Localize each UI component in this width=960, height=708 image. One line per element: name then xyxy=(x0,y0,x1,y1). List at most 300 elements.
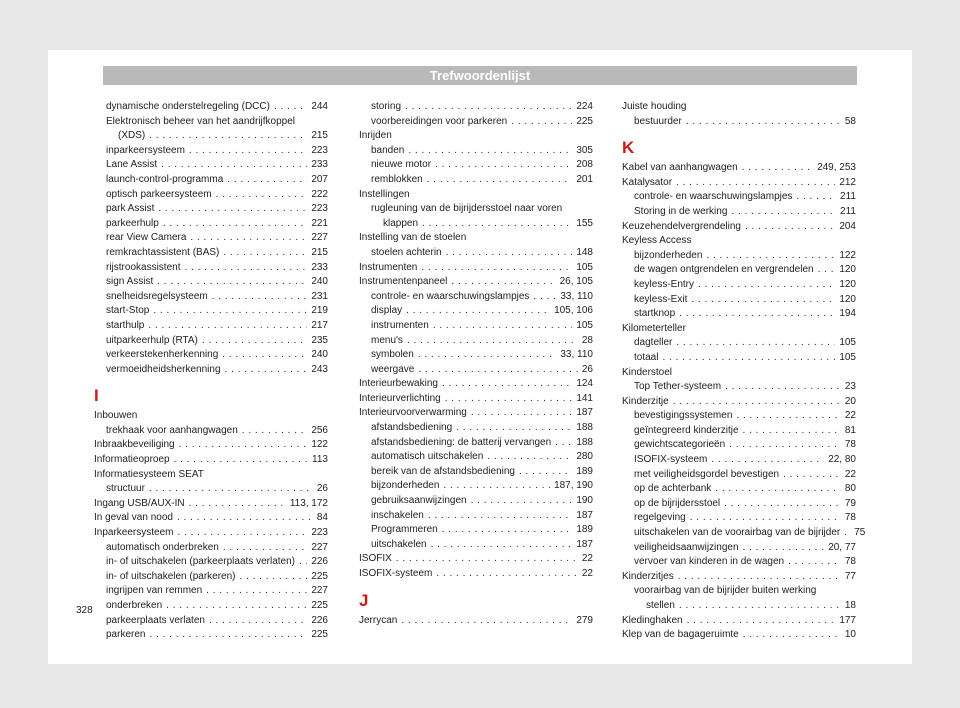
index-term: Interieurverlichting xyxy=(359,392,441,404)
dot-leader xyxy=(407,334,578,349)
index-term: uitschakelen xyxy=(371,538,427,550)
index-term: gewichtscategorieën xyxy=(634,439,726,451)
dot-leader xyxy=(299,555,307,570)
index-entry xyxy=(94,628,328,643)
dot-leader xyxy=(408,144,572,159)
index-term: bijzonderheden xyxy=(371,480,440,492)
index-page-ref: 20 xyxy=(844,395,856,407)
index-term: uitschakelen van de voorairbag van de bijrijder xyxy=(634,527,841,539)
index-entry xyxy=(94,129,328,144)
dot-leader xyxy=(396,552,578,567)
index-page-ref: 207 xyxy=(311,173,328,185)
index-term: Lane Assist xyxy=(106,159,158,171)
index-page-ref: 204 xyxy=(839,220,856,232)
index-page-ref: 227 xyxy=(311,585,328,597)
index-term: Informatieoproep xyxy=(94,454,170,466)
index-page-ref: 226 xyxy=(311,556,328,568)
index-entry xyxy=(94,100,328,115)
index-heading xyxy=(359,188,593,203)
index-entry xyxy=(622,438,856,453)
index-page-ref: 215 xyxy=(311,130,328,142)
dot-leader xyxy=(519,465,572,480)
index-term: Programmeren xyxy=(371,524,438,536)
index-page-ref: 141 xyxy=(576,392,593,404)
index-entry xyxy=(622,220,856,235)
dot-leader xyxy=(179,438,308,453)
dot-leader xyxy=(736,409,840,424)
index-entry xyxy=(94,482,328,497)
index-entry xyxy=(94,453,328,468)
index-entry xyxy=(359,614,593,629)
dot-leader xyxy=(724,497,841,512)
index-entry xyxy=(94,158,328,173)
dot-leader xyxy=(418,348,557,363)
index-entry xyxy=(94,526,328,541)
index-page-ref: 148 xyxy=(576,246,593,258)
index-entry xyxy=(359,436,593,451)
index-entry xyxy=(359,465,593,480)
index-term: storing xyxy=(371,101,402,112)
index-term: ISOFIX xyxy=(359,553,392,565)
index-term: Instelling van de stoelen xyxy=(359,232,467,244)
index-page-ref: 105 xyxy=(576,261,593,273)
index-entry xyxy=(359,567,593,582)
index-term: afstandsbediening: de batterij vervangen xyxy=(371,436,552,448)
index-page-ref: 113 xyxy=(312,454,328,466)
dot-leader xyxy=(442,523,573,538)
index-page-ref: 124 xyxy=(576,378,593,390)
index-heading xyxy=(94,409,328,424)
index-entry xyxy=(94,438,328,453)
index-entry xyxy=(622,482,856,497)
dot-leader xyxy=(427,173,573,188)
dot-leader xyxy=(715,482,841,497)
dot-leader xyxy=(731,205,836,220)
index-term: op de achterbank xyxy=(634,483,712,495)
index-term: Kinderstoel xyxy=(622,366,673,378)
index-page-ref: 189 xyxy=(576,465,593,477)
dot-leader xyxy=(471,406,572,421)
index-page-ref: 225 xyxy=(311,570,328,582)
index-page-ref: 10 xyxy=(844,629,856,641)
index-entry xyxy=(359,450,593,465)
index-entry xyxy=(622,468,856,483)
page-number: 328 xyxy=(76,605,93,616)
index-entry xyxy=(359,509,593,524)
index-term: snelheidsregelsysteem xyxy=(106,290,208,302)
index-entry xyxy=(359,552,593,567)
index-term: banden xyxy=(371,144,405,156)
index-term: dagteller xyxy=(634,337,673,349)
dot-leader xyxy=(240,570,308,585)
dot-leader xyxy=(222,348,307,363)
index-page-ref: 105 xyxy=(576,319,593,331)
index-heading xyxy=(622,100,856,115)
index-page-ref: 231 xyxy=(311,290,328,302)
dot-leader xyxy=(435,158,572,173)
index-entry xyxy=(622,351,856,366)
index-entry xyxy=(359,479,593,494)
index-column-2 xyxy=(359,100,593,628)
dot-leader xyxy=(401,614,572,629)
index-term: Informatiesysteem SEAT xyxy=(94,468,204,480)
dot-leader xyxy=(673,395,841,410)
dot-leader xyxy=(223,246,307,261)
index-term: symbolen xyxy=(371,349,414,361)
index-term: Jerrycan xyxy=(359,614,398,626)
index-entry xyxy=(622,336,856,351)
dot-leader xyxy=(679,599,841,614)
index-page-ref: 240 xyxy=(311,349,328,361)
index-entry xyxy=(622,526,866,541)
dot-leader xyxy=(433,319,573,334)
index-entry xyxy=(94,541,328,556)
index-page-ref: 113, 172 xyxy=(289,497,328,509)
dot-leader xyxy=(189,497,286,512)
index-page-ref: 58 xyxy=(844,115,856,127)
index-entry xyxy=(359,115,593,130)
index-term: Klep van de bagageruimte xyxy=(622,629,739,641)
index-entry xyxy=(359,304,593,319)
index-term: Juiste houding xyxy=(622,101,687,112)
dot-leader xyxy=(177,511,313,526)
index-page-ref: 18 xyxy=(844,600,856,611)
index-page-ref: 235 xyxy=(311,334,328,346)
index-entry xyxy=(622,453,856,468)
index-entry xyxy=(359,275,593,290)
index-page-ref: 243 xyxy=(311,363,328,375)
index-term: Katalysator xyxy=(622,176,673,188)
dot-leader xyxy=(745,220,835,235)
dot-leader xyxy=(729,438,841,453)
index-term: Interieurbewaking xyxy=(359,378,438,390)
index-page-ref: 33, 110 xyxy=(560,290,593,302)
dot-leader xyxy=(161,158,307,173)
index-letter-heading: I xyxy=(94,386,99,406)
index-entry xyxy=(359,348,593,363)
dot-leader xyxy=(421,261,572,276)
dot-leader xyxy=(436,567,578,582)
index-term: op de bijrijdersstoel xyxy=(634,497,721,509)
index-page-ref: 22 xyxy=(844,468,856,480)
dot-leader xyxy=(227,173,307,188)
index-term: vervoer van kinderen in de wagen xyxy=(634,556,785,568)
index-entry xyxy=(94,173,328,188)
index-term: uitparkeerhulp (RTA) xyxy=(106,334,198,346)
dot-leader xyxy=(158,202,307,217)
index-page-ref: 225 xyxy=(311,629,328,641)
index-entry xyxy=(622,249,856,264)
index-page-ref: 212 xyxy=(839,176,856,188)
index-page-ref: 187, 190 xyxy=(554,480,593,492)
index-page-ref: 26, 105 xyxy=(559,276,593,288)
index-term: structuur xyxy=(106,483,145,495)
index-term: remkrachtassistent (BAS) xyxy=(106,246,220,258)
index-entry xyxy=(359,246,593,261)
index-term: rijstrookassistent xyxy=(106,261,181,273)
index-heading xyxy=(622,366,856,381)
index-term: regelgeving xyxy=(634,512,686,524)
index-entry xyxy=(622,395,856,410)
index-entry xyxy=(94,261,328,276)
index-page-ref: 305 xyxy=(576,144,593,156)
index-term: veiligheidsaanwijzingen xyxy=(634,541,739,553)
dot-leader xyxy=(149,482,313,497)
index-page-ref: 26 xyxy=(316,483,328,495)
index-term: bereik van de afstandsbediening xyxy=(371,465,515,477)
index-term: starthulp xyxy=(106,319,145,331)
index-entry xyxy=(622,541,856,556)
index-entry xyxy=(359,217,593,232)
index-term: automatisch onderbreken xyxy=(106,541,219,553)
index-term: in- of uitschakelen (parkeerplaats verlaten) xyxy=(106,556,295,568)
dot-leader xyxy=(725,380,841,395)
index-page-ref: 194 xyxy=(839,308,856,320)
dot-leader xyxy=(687,614,836,629)
index-entry xyxy=(622,599,856,614)
index-term: rear View Camera xyxy=(106,232,187,244)
index-term: Interieurvoorverwarming xyxy=(359,407,467,419)
dot-leader xyxy=(690,511,841,526)
index-term: stoelen achterin xyxy=(371,246,442,258)
index-term: ingrijpen van remmen xyxy=(106,585,203,597)
index-term: instrumenten xyxy=(371,319,429,331)
dot-leader xyxy=(686,115,841,130)
index-entry xyxy=(359,100,593,115)
index-term: Kinderzitjes xyxy=(622,570,674,582)
index-term: Kledinghaken xyxy=(622,614,683,626)
dot-leader xyxy=(202,334,307,349)
index-entry xyxy=(359,377,593,392)
dot-leader xyxy=(676,176,835,191)
dot-leader xyxy=(818,263,836,278)
index-term: onderbreken xyxy=(106,600,163,611)
index-entry xyxy=(94,290,328,305)
index-page-ref: 78 xyxy=(844,556,856,568)
index-entry xyxy=(94,188,328,203)
index-page-ref: 155 xyxy=(576,217,593,229)
index-heading xyxy=(359,129,593,144)
index-page-ref: 84 xyxy=(316,512,328,524)
index-term: inschakelen xyxy=(371,509,424,521)
index-term: menu's xyxy=(371,334,403,346)
index-term: verkeerstekenherkenning xyxy=(106,349,219,361)
index-entry xyxy=(359,144,593,159)
index-term: gebruiksaanwijzingen xyxy=(371,495,467,507)
dot-leader xyxy=(406,304,550,319)
index-page-ref: 20, 77 xyxy=(828,541,856,553)
index-term: Inparkeersysteem xyxy=(94,527,174,539)
index-heading xyxy=(359,202,593,217)
index-letter-heading: K xyxy=(622,138,635,158)
dot-leader xyxy=(225,363,308,378)
dot-leader xyxy=(184,261,307,276)
index-column-1 xyxy=(94,100,328,643)
index-page-ref: 225 xyxy=(576,115,593,127)
dot-leader xyxy=(428,509,573,524)
index-page-ref: 33, 110 xyxy=(560,349,593,361)
index-entry xyxy=(359,523,593,538)
index-entry xyxy=(94,202,328,217)
index-heading xyxy=(94,115,328,130)
index-term: parkeerplaats verlaten xyxy=(106,614,205,626)
index-page-ref: 240 xyxy=(311,276,328,288)
index-term: startknop xyxy=(634,308,676,320)
index-term: sign Assist xyxy=(106,276,154,288)
index-page-ref: 227 xyxy=(311,541,328,553)
index-entry xyxy=(94,555,328,570)
index-entry xyxy=(94,275,328,290)
index-term: Instrumenten xyxy=(359,261,418,273)
index-term: ISOFIX-systeem xyxy=(359,568,433,579)
index-page-ref: 223 xyxy=(311,144,328,156)
index-page xyxy=(48,50,912,664)
index-page-ref: 189 xyxy=(576,524,593,536)
dot-leader xyxy=(174,453,308,468)
dot-leader xyxy=(511,115,572,130)
index-page-ref: 222 xyxy=(311,188,328,200)
index-page-ref: 187 xyxy=(576,538,593,550)
index-entry xyxy=(622,555,856,570)
index-page-ref: 215 xyxy=(311,246,328,258)
index-entry xyxy=(359,173,593,188)
index-page-ref: 122 xyxy=(311,439,328,451)
index-term: stellen xyxy=(646,600,675,611)
index-entry xyxy=(359,363,593,378)
dot-leader xyxy=(216,188,308,203)
index-term: automatisch uitschakelen xyxy=(371,451,484,463)
index-page-ref: 120 xyxy=(839,293,856,305)
index-term: bijzonderheden xyxy=(634,249,703,261)
index-term: rugleuning van de bijrijdersstoel naar voren xyxy=(371,203,563,215)
index-page-ref: 208 xyxy=(576,159,593,171)
index-entry xyxy=(622,424,856,439)
index-term: (XDS) xyxy=(118,130,146,142)
index-entry xyxy=(94,424,328,439)
index-entry xyxy=(94,304,328,319)
index-page-ref: 188 xyxy=(576,436,593,448)
dot-leader xyxy=(163,217,308,232)
index-entry xyxy=(94,217,328,232)
dot-leader xyxy=(678,570,841,585)
index-page-ref: 227 xyxy=(311,232,328,244)
index-page-ref: 105 xyxy=(839,337,856,349)
index-term: Ingang USB/AUX-IN xyxy=(94,497,185,509)
index-term: keyless-Exit xyxy=(634,293,688,305)
index-page-ref: 26 xyxy=(581,363,593,375)
dot-leader xyxy=(422,217,572,232)
dot-leader xyxy=(149,129,307,144)
index-column-3 xyxy=(622,100,866,643)
index-term: afstandsbediening xyxy=(371,422,453,434)
index-entry xyxy=(622,380,856,395)
index-term: remblokken xyxy=(371,173,423,185)
dot-leader xyxy=(555,436,572,451)
index-entry xyxy=(94,231,328,246)
index-entry xyxy=(359,421,593,436)
dot-leader xyxy=(157,275,307,290)
dot-leader xyxy=(223,541,307,556)
index-entry xyxy=(622,614,856,629)
dot-leader xyxy=(662,351,835,366)
index-page-ref: 279 xyxy=(576,614,593,626)
dot-leader xyxy=(691,293,835,308)
index-term: controle- en waarschuwingslampjes xyxy=(371,290,530,302)
index-term: keyless-Entry xyxy=(634,278,695,290)
index-entry xyxy=(359,290,593,305)
index-page-ref: 81 xyxy=(844,424,856,436)
index-entry xyxy=(622,161,856,176)
dot-leader xyxy=(431,538,573,553)
index-term: ISOFIX-systeem xyxy=(634,454,708,466)
index-term: controle- en waarschuwingslampjes xyxy=(634,191,793,203)
dot-leader xyxy=(783,468,841,483)
index-term: weergave xyxy=(371,363,415,375)
index-page-ref: 225 xyxy=(311,600,328,611)
index-entry xyxy=(94,334,328,349)
dot-leader xyxy=(212,290,308,305)
index-entry xyxy=(622,263,856,278)
dot-leader xyxy=(451,275,555,290)
index-heading xyxy=(359,231,593,246)
index-term: Inrijden xyxy=(359,130,392,142)
index-term: display xyxy=(371,305,403,317)
index-entry xyxy=(94,511,328,526)
index-entry xyxy=(622,176,856,191)
index-entry xyxy=(94,348,328,363)
dot-leader xyxy=(418,363,578,378)
dot-leader xyxy=(177,526,307,541)
index-term: dynamische onderstelregeling (DCC) xyxy=(106,101,270,112)
dot-leader xyxy=(443,479,550,494)
index-term: totaal xyxy=(634,351,659,363)
dot-leader xyxy=(153,304,307,319)
index-page-ref: 249, 253 xyxy=(817,162,856,174)
index-page-ref: 221 xyxy=(311,217,328,229)
index-entry xyxy=(359,392,593,407)
index-term: Storing in de werking xyxy=(634,205,728,217)
dot-leader xyxy=(148,319,307,334)
index-term: Keuzehendelvergrendeling xyxy=(622,220,741,232)
index-term: trekhaak voor aanhangwagen xyxy=(106,424,238,436)
index-entry xyxy=(622,190,856,205)
index-page-ref: 187 xyxy=(576,407,593,419)
index-heading xyxy=(622,234,856,249)
index-page-ref: 223 xyxy=(311,527,328,539)
index-term: voorairbag van de bijrijder buiten werking xyxy=(634,585,817,597)
index-page-ref: 77 xyxy=(844,570,856,582)
index-page-ref: 105 xyxy=(839,351,856,363)
index-page-ref: 226 xyxy=(311,614,328,626)
index-entry xyxy=(359,334,593,349)
index-term: Top Tether-systeem xyxy=(634,381,722,393)
index-entry xyxy=(622,511,856,526)
index-entry xyxy=(622,628,856,643)
index-page-ref: 280 xyxy=(576,451,593,463)
index-page-ref: 177 xyxy=(839,614,856,626)
dot-leader xyxy=(844,526,850,541)
index-heading xyxy=(622,322,856,337)
index-letter-heading: J xyxy=(359,590,369,610)
index-entry xyxy=(622,115,856,130)
index-term: nieuwe motor xyxy=(371,159,432,171)
index-page-ref: 244 xyxy=(311,101,328,112)
index-entry xyxy=(94,599,328,614)
index-entry xyxy=(622,278,856,293)
dot-leader xyxy=(679,307,835,322)
index-page-ref: 22, 80 xyxy=(828,454,856,466)
index-page-ref: 211 xyxy=(840,205,856,217)
